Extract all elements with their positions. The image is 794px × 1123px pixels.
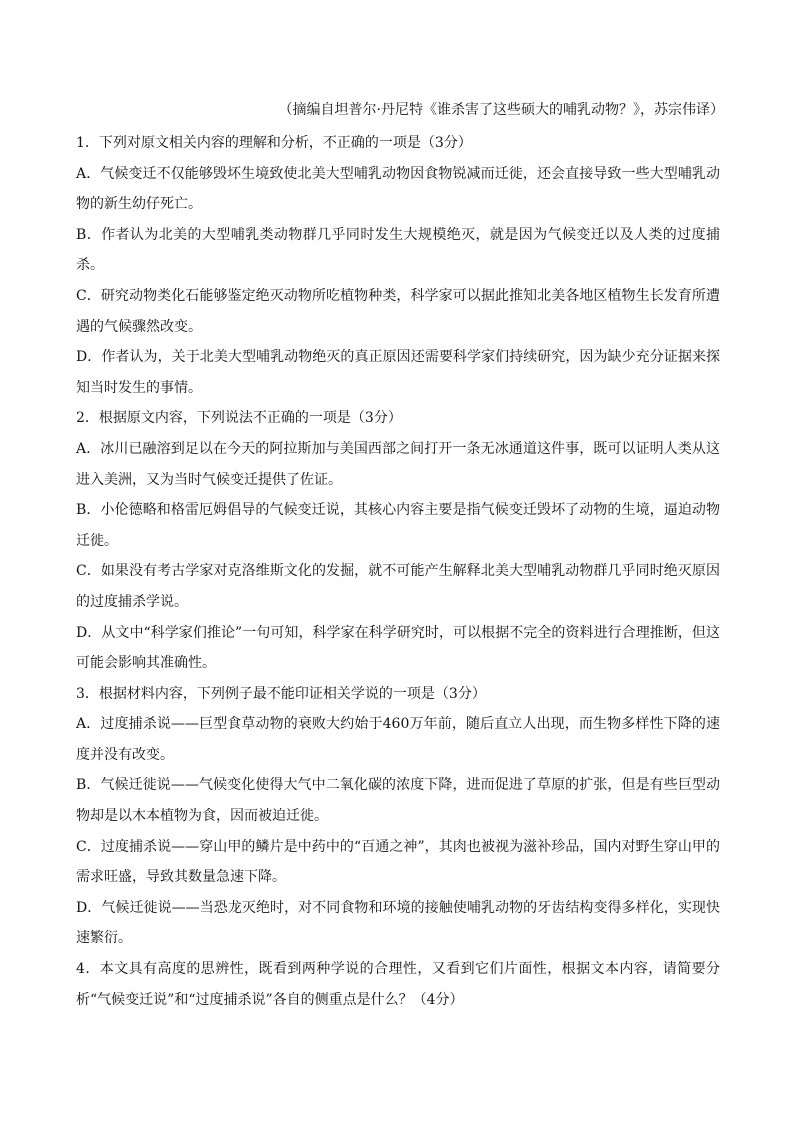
question-4-stem: 4．本文具有高度的思辨性，既看到两种学说的合理性，又看到它们片面性，根据文本内容，请简要分析“气候变迁说”和“过度捕杀说”各自的侧重点是什么？（4分）	[76, 961, 720, 1008]
question-3-option-d: D．气候迁徙说——当恐龙灭绝时，对不同食物和环境的接触使哺乳动物的牙齿结构变得多样化，实现快速繁衍。	[76, 899, 720, 947]
question-1-option-a: A．气候变迁不仅能够毁坏生境致使北美大型哺乳动物因食物锐减而迁徙，还会直接导致一些大型哺乳动物的新生幼仔死亡。	[76, 165, 720, 213]
question-1-stem: 1．下列对原文相关内容的理解和分析，不正确的一项是（3分）	[76, 135, 472, 151]
question-1-option-d: D．作者认为，关于北美大型哺乳动物绝灭的真正原因还需要科学家们持续研究，因为缺少充分证据来探知当时发生的事情。	[76, 349, 720, 396]
question-1-option-b: B．作者认为北美的大型哺乳类动物群几乎同时发生大规模绝灭，就是因为气候变迁以及人类的过度捕杀。	[76, 226, 720, 274]
question-2-option-d: D．从文中“科学家们推论”一句可知，科学家在科学研究时，可以根据不完全的资料进行合理推断，但这可能会影响其准确性。	[76, 624, 720, 672]
question-1-option-c: C．研究动物类化石能够鉴定绝灭动物所吃植物种类，科学家可以据此推知北美各地区植物生长发育所遭遇的气候骤然改变。	[76, 287, 720, 335]
question-3-option-b: B．气候迁徙说——气候变化使得大气中二氧化碳的浓度下降，进而促进了草原的扩张，但是有些巨型动物却是以木本植物为食，因而被迫迁徙。	[76, 777, 720, 825]
question-3-option-c: C．过度捕杀说——穿山甲的鳞片是中药中的“百通之神”，其肉也被视为滋补珍品，国内对野生穿山甲的需求旺盛，导致其数量急速下降。	[76, 838, 720, 886]
source-citation: （摘编自坦普尔·丹尼特《谁杀害了这些硕大的哺乳动物？》，苏宗伟译）	[278, 102, 724, 118]
question-3-option-a: A．过度捕杀说——巨型食草动物的衰败大约始于460万年前，随后直立人出现，而生物多样性下降的速度并没有改变。	[76, 716, 720, 763]
question-3-stem: 3．根据材料内容，下列例子最不能印证相关学说的一项是（3分）	[76, 685, 486, 702]
question-2-option-c: C．如果没有考古学家对克洛维斯文化的发掘，就不可能产生解释北美大型哺乳动物群几乎同时绝灭原因的过度捕杀学说。	[76, 563, 720, 610]
question-2-option-a: A．冰川已融溶到足以在今天的阿拉斯加与美国西部之间打开一条无冰通道这件事，既可以证明人类从这进入美洲，又为当时气候变迁提供了佐证。	[76, 440, 720, 488]
question-2-stem: 2．根据原文内容，下列说法不正确的一项是（3分）	[76, 410, 402, 427]
questions-body	[76, 128, 720, 1015]
question-2-option-b: B．小伦德略和格雷厄姆倡导的气候变迁说，其核心内容主要是指气候变迁毁坏了动物的生境，逼迫动物迁徙。	[76, 502, 720, 549]
